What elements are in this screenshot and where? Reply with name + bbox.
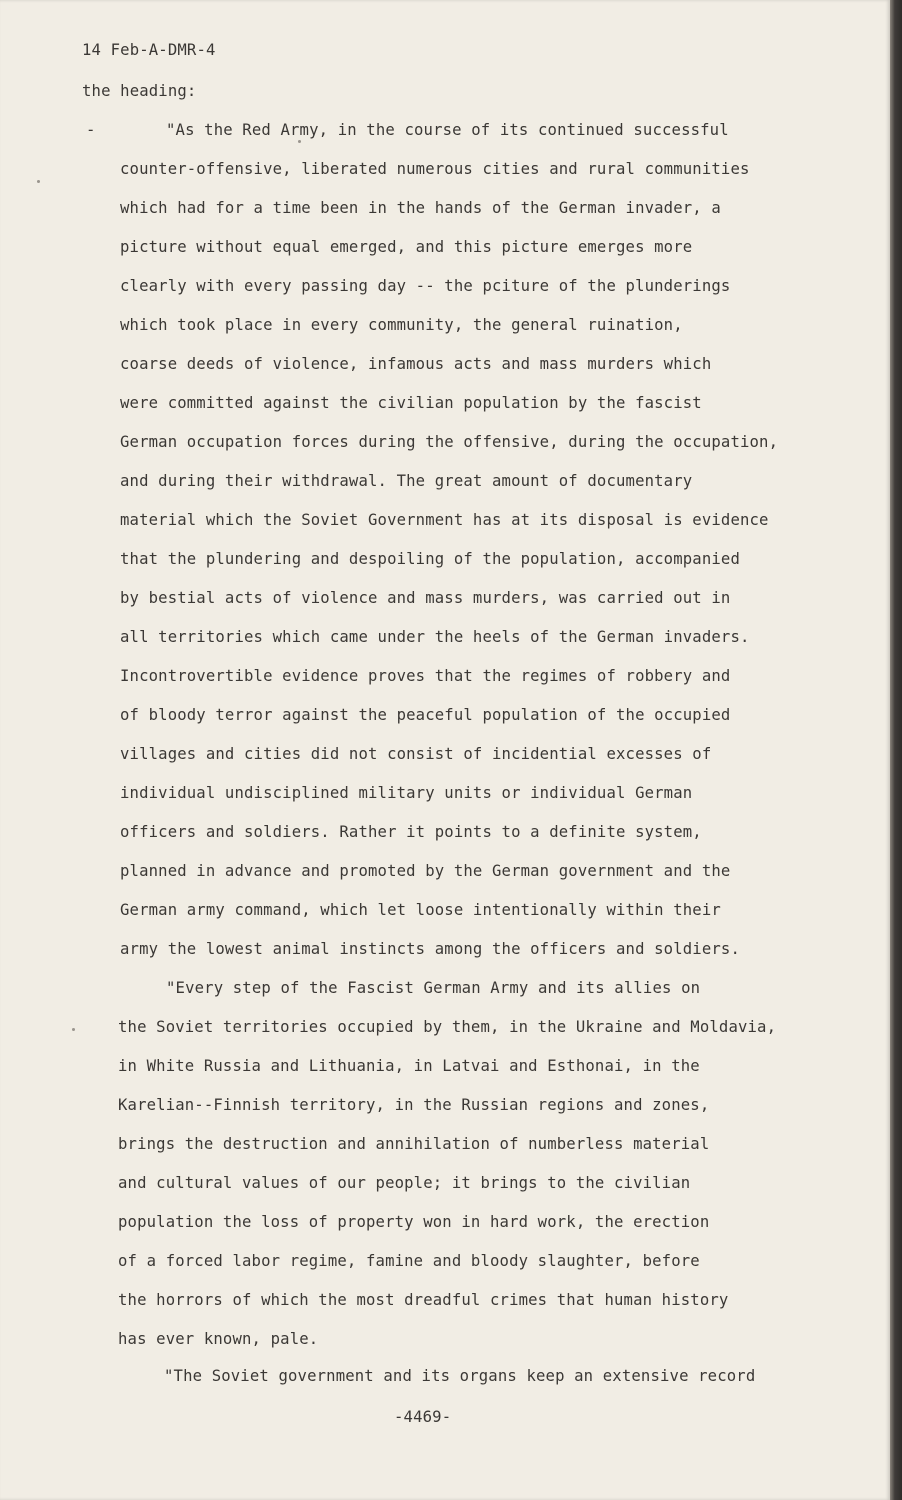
text-line: Karelian--Finnish territory, in the Russian regions and zones, [118,1096,710,1114]
text-line: coarse deeds of violence, infamous acts and mass murders which [120,355,712,373]
paper-speck [298,140,301,143]
text-line: by bestial acts of violence and mass murders, was carried out in [120,589,731,607]
text-line: "Every step of the Fascist German Army and its allies on [166,979,701,997]
text-line: the heading: [82,82,197,100]
text-line: all territories which came under the heels of the German invaders. [120,628,750,646]
text-line: the horrors of which the most dreadful crimes that human history [118,1291,729,1309]
text-line: army the lowest animal instincts among the officers and soldiers. [120,940,740,958]
text-line: which had for a time been in the hands of the German invader, a [120,199,721,217]
text-line: and cultural values of our people; it brings to the civilian [118,1174,691,1192]
page-edge-shadow [890,0,902,1500]
text-line: counter-offensive, liberated numerous cities and rural communities [120,160,750,178]
text-line: the Soviet territories occupied by them, in the Ukraine and Moldavia, [118,1018,777,1036]
text-line: brings the destruction and annihilation of numberless material [118,1135,710,1153]
text-line: officers and soldiers. Rather it points to a definite system, [120,823,702,841]
paper-speck [37,180,40,183]
text-line: clearly with every passing day -- the pciture of the plunderings [120,277,731,295]
text-line: of bloody terror against the peaceful population of the occupied [120,706,731,724]
text-line: "As the Red Army, in the course of its continued successful [166,121,729,139]
text-line: Incontrovertible evidence proves that the regimes of robbery and [120,667,731,685]
text-line: and during their withdrawal. The great amount of documentary [120,472,693,490]
text-line: planned in advance and promoted by the German government and the [120,862,731,880]
text-line: that the plundering and despoiling of the population, accompanied [120,550,740,568]
text-line: picture without equal emerged, and this picture emerges more [120,238,693,256]
text-line: German occupation forces during the offensive, during the occupation, [120,433,779,451]
text-line: were committed against the civilian population by the fascist [120,394,702,412]
text-line: which took place in every community, the general ruination, [120,316,683,334]
page-number: -4469- [394,1408,452,1426]
paper-speck [72,1028,75,1031]
text-line: has ever known, pale. [118,1330,319,1348]
text-line: in White Russia and Lithuania, in Latvai and Esthonai, in the [118,1057,700,1075]
text-line: villages and cities did not consist of incidential excesses of [120,745,712,763]
text-line: German army command, which let loose intentionally within their [120,901,721,919]
text-line: of a forced labor regime, famine and bloody slaughter, before [118,1252,700,1270]
text-line: material which the Soviet Government has at its disposal is evidence [120,511,769,529]
text-line: "The Soviet government and its organs keep an extensive record [164,1367,756,1385]
text-line: population the loss of property won in hard work, the erection [118,1213,710,1231]
margin-dash: - [86,121,96,139]
text-line: individual undisciplined military units or individual German [120,784,693,802]
header-reference: 14 Feb-A-DMR-4 [82,41,216,59]
